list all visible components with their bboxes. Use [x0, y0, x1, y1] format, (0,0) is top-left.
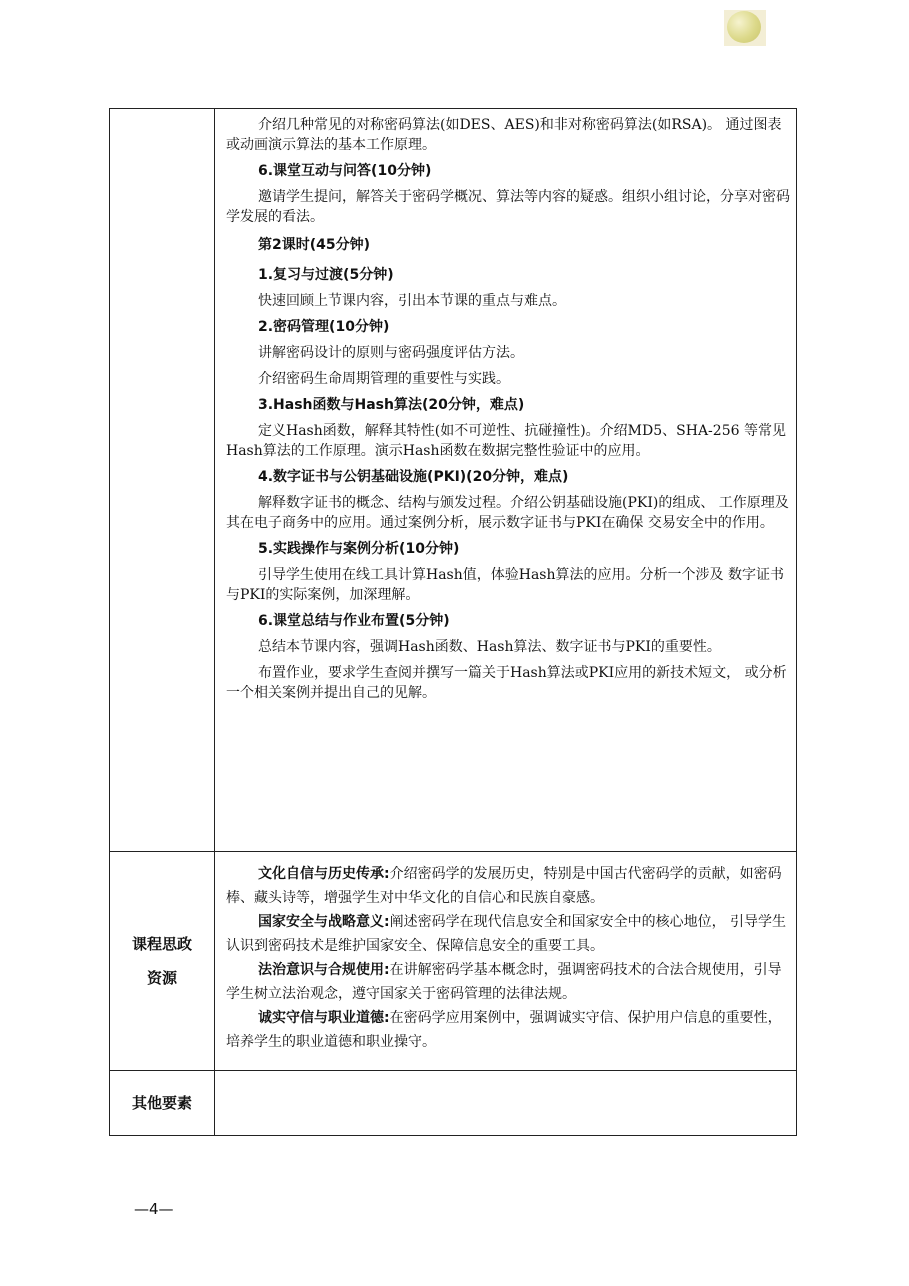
- paragraph: 引导学生使用在线工具计算Hash值，体验Hash算法的应用。分析一个涉及 数字证书与PKI的实际案例，加深理解。: [226, 567, 784, 603]
- ideology-label-cell: [110, 852, 215, 1071]
- header-decoration: [724, 10, 766, 46]
- ideology-label-line1: 课程思政: [131, 935, 192, 953]
- ideology-item-text: 阐述密码学在现代信息安全和国家安全中的核心地位， 引导学生认识到密码技术是维护国家安全、保障信息安全的重要工具。: [226, 914, 787, 954]
- ideology-item-title: 文化自信与历史传承:: [258, 866, 390, 882]
- lesson-heading: 第2课时(45分钟): [258, 237, 371, 253]
- ideology-row: [110, 852, 797, 1071]
- section-heading: 6.课堂总结与作业布置(5分钟): [258, 613, 450, 629]
- ideology-item-title: 国家安全与战略意义:: [258, 914, 390, 930]
- ideology-item-text: 介绍密码学的发展历史，特别是中国古代密码学的贡献，如密码棒、藏头诗等，增强学生对中华文化的自信心和民族自豪感。: [226, 866, 782, 906]
- ideology-content-cell: [215, 852, 797, 1071]
- paragraph: 布置作业，要求学生查阅并撰写一篇关于Hash算法或PKI应用的新技术短文， 或分析一个相关案例并提出自己的见解。: [226, 665, 787, 701]
- section-heading: 2.密码管理(10分钟): [258, 319, 390, 335]
- other-content-cell: [215, 1071, 797, 1136]
- paragraph: 邀请学生提问，解答关于密码学概况、算法等内容的疑惑。组织小组讨论，分享对密码学发展的看法。: [226, 189, 790, 225]
- page-number: —4—: [134, 1200, 174, 1218]
- ideology-item: [226, 958, 794, 1006]
- other-label-cell: [110, 1071, 215, 1136]
- ideology-item: [226, 862, 794, 910]
- empty-label-cell: [110, 109, 215, 852]
- section-heading: 6.课堂互动与问答(10分钟): [258, 163, 432, 179]
- ideology-item-title: 法治意识与合规使用:: [258, 962, 390, 978]
- section-heading: 1.复习与过渡(5分钟): [258, 267, 394, 283]
- section-heading: 5.实践操作与案例分析(10分钟): [258, 541, 460, 557]
- other-label: 其他要素: [131, 1094, 192, 1112]
- ideology-item-text: 在讲解密码学基本概念时，强调密码技术的合法合规使用，引导学生树立法治观念，遵守国家关于密码管理的法律法规。: [226, 962, 782, 1002]
- teaching-process-row: [110, 109, 797, 852]
- section-heading: 3.Hash函数与Hash算法(20分钟，难点): [258, 397, 525, 413]
- section-heading: 4.数字证书与公钥基础设施(PKI)(20分钟，难点): [258, 469, 569, 485]
- teaching-process-cell: [215, 109, 797, 852]
- paragraph: 介绍密码生命周期管理的重要性与实践。: [258, 371, 510, 387]
- paragraph: 总结本节课内容，强调Hash函数、Hash算法、数字证书与PKI的重要性。: [258, 639, 721, 655]
- other-row: [110, 1071, 797, 1136]
- paragraph: 讲解密码设计的原则与密码强度评估方法。: [258, 345, 524, 361]
- ideology-item: [226, 1006, 794, 1054]
- ideology-item: [226, 910, 794, 958]
- paragraph: 定义Hash函数，解释其特性(如不可逆性、抗碰撞性)。介绍MD5、SHA-256 等常见Hash算法的工作原理。演示Hash函数在数据完整性验证中的应用。: [226, 423, 786, 459]
- paragraph: 快速回顾上节课内容，引出本节课的重点与难点。: [258, 293, 566, 309]
- decorative-circle-icon: [727, 11, 761, 43]
- paragraph: 解释数字证书的概念、结构与颁发过程。介绍公钥基础设施(PKI)的组成、 工作原理及其在电子商务中的应用。通过案例分析，展示数字证书与PKI在确保 交易安全中的作用。: [226, 495, 789, 531]
- ideology-item-title: 诚实守信与职业道德:: [258, 1010, 390, 1026]
- paragraph: 介绍几种常见的对称密码算法(如DES、AES)和非对称密码算法(如RSA)。 通过图表或动画演示算法的基本工作原理。: [226, 117, 782, 153]
- ideology-item-text: 在密码学应用案例中，强调诚实守信、保护用户信息的重要性，培养学生的职业道德和职业操守。: [226, 1010, 782, 1050]
- lesson-plan-table: [109, 108, 797, 1136]
- ideology-label-line2: 资源: [146, 969, 177, 987]
